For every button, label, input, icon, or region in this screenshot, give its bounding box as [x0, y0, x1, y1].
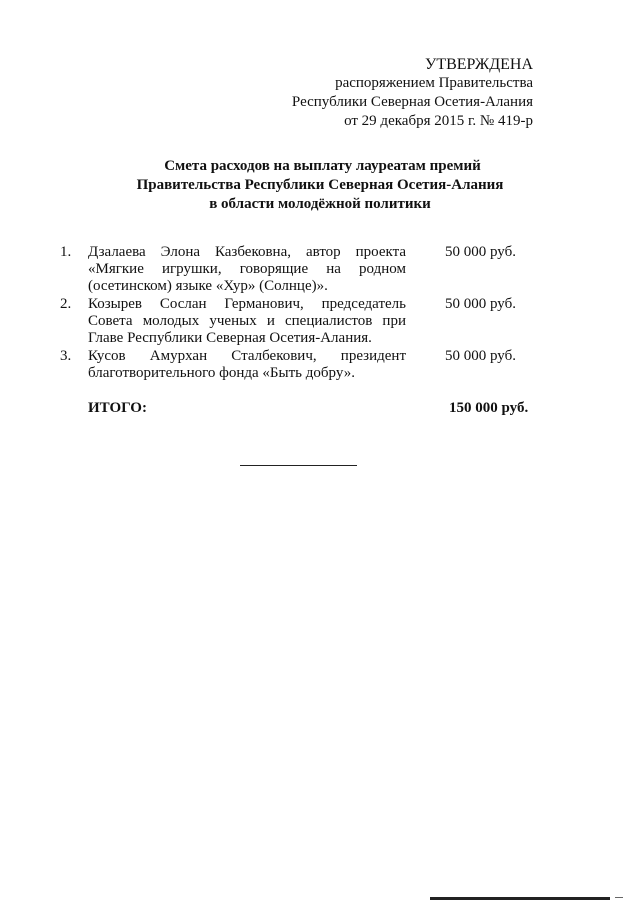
item-amount: 50 000 руб. — [445, 244, 516, 260]
title-line-2: Правительства Республики Северная Осетия-Алания — [136, 177, 504, 193]
approval-line-order: распоряжением Правительства — [335, 75, 533, 91]
item-number: 3. — [60, 348, 72, 364]
document-title — [0, 157, 640, 214]
approval-line-republic: Республики Северная Осетия-Алания — [291, 94, 533, 110]
item-description-line: Главе Республики Северная Осетия-Алания. — [88, 330, 372, 346]
item-number: 1. — [60, 244, 72, 260]
title-line-1: Смета расходов на выплату лауреатам премий — [164, 158, 481, 174]
item-description-line: Дзалаева Элона Казбековна, автор проекта — [88, 244, 406, 260]
item-amount: 50 000 руб. — [445, 296, 516, 312]
total-label: ИТОГО: — [88, 400, 147, 416]
item-description — [88, 296, 406, 347]
item-description-line: Совета молодых ученых и специалистов при — [88, 313, 406, 329]
item-description-line: Кусов Амурхан Сталбекович, президент — [88, 348, 406, 364]
total-value: 150 000 руб. — [449, 400, 529, 416]
approval-block — [292, 55, 533, 131]
scan-edge-mark — [430, 897, 610, 900]
approval-stamp-title: УТВЕРЖДЕНА — [424, 56, 533, 73]
end-divider — [240, 465, 357, 466]
item-description — [88, 244, 406, 295]
item-description-line: «Мягкие игрушки, говорящие на родном — [88, 261, 406, 277]
item-description — [88, 348, 406, 382]
title-line-3: в области молодёжной политики — [209, 196, 431, 212]
item-number: 2. — [60, 296, 72, 312]
item-description-line: (осетинском) языке «Хур» (Солнце)». — [88, 278, 328, 294]
item-amount: 50 000 руб. — [445, 348, 516, 364]
item-description-line: Козырев Сослан Германович, председатель — [88, 296, 406, 312]
item-description-line: благотворительного фонда «Быть добру». — [88, 365, 355, 381]
scan-edge-mark — [615, 897, 623, 898]
approval-line-date-number: от 29 декабря 2015 г. № 419-р — [344, 113, 533, 129]
